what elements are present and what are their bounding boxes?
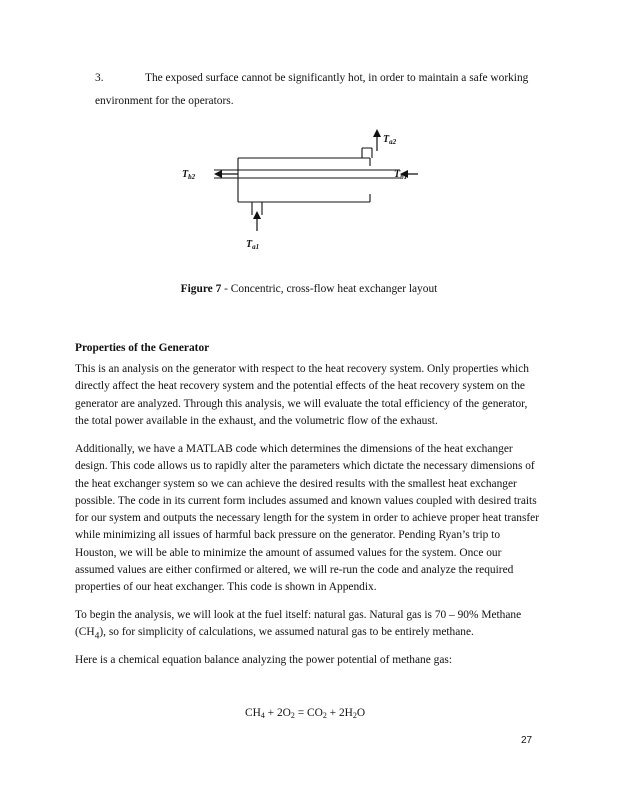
top-nozzle [362,148,372,158]
chemical-equation [245,705,365,722]
section-heading: Properties of the Generator [75,342,210,354]
page-number: 27 [521,735,533,746]
tb2-arrowhead [214,170,222,178]
exchanger-body [214,148,400,215]
outer-shell [238,158,370,202]
eq-sub-3: 2 [322,711,327,720]
eq-sub-4: 2 [352,711,357,720]
label-ta2: $T_{a2}$ [383,134,397,146]
figure-caption [75,281,543,298]
inner-tube [214,170,400,178]
figure-caption-label: Figure 7 [180,283,222,295]
eq-term-co: = CO [294,707,323,719]
eq-sub-1: 4 [260,711,265,720]
heat-exchanger-diagram [178,125,418,255]
methane-subscript: 4 [94,631,100,642]
eq-term-h: + 2H [326,707,353,719]
eq-sub-2: 2 [290,711,295,720]
paragraph-3-end: ), so for simplicity of calculations, we assumed natural gas to be entirely methane. [99,626,474,639]
eq-term-o2: + 2O [264,707,291,719]
eq-term-ch: CH [245,707,261,719]
figure-caption-text: - Concentric, cross-flow heat exchanger layout [221,283,438,295]
label-tb2: $T_{b2}$ [182,169,196,181]
ta1-arrowhead [253,211,261,219]
paragraph-1: This is an analysis on the generator with respect to the heat recovery system. Only properties which directly affect the heat recovery system and the potential effects of the heat recovery system on the generator are analyzed. Through this analysis, we will evaluate the total efficiency of the generator, the total power available in the exhaust, and the volumetric flow of the exhaust. [75,363,529,427]
list-item-3 [95,67,535,113]
label-ta1: $T_{a1}$ [246,239,260,251]
paragraph-2: Additionally, we have a MATLAB code which determines the dimensions of the heat exchanger design. This code allows us to rapidly alter the parameters which dictate the necessary dimensions of the heat exchanger system so we can achieve the desired results with the smallest heat exchanger possible. The code in its current form includes assumed and known values coupled with desired traits for our system and outputs the necessary length for the system in order to achieve proper heat transfer while minimizing all issues of harmful back pressure on the generator. Pending Ryan’s trip to Houston, we will be able to minimize the amount of assumed values for the system. Once our assumed values are either confirmed or altered, we will re-run the code and analyze the required properties of our heat exchanger. This code is shown in Appendix. [75,443,540,594]
label-tb1: $T_{b1}$ [394,169,408,181]
list-item-text: The exposed surface cannot be significantly hot, in order to maintain a safe working environment for the operators. [95,72,529,107]
paragraph-3 [75,607,543,646]
list-item-number: 3. [95,72,104,84]
ta2-arrowhead [373,129,381,137]
paragraph-3-start: To begin the analysis, we will look at the fuel itself: natural gas. Natural gas is 70 – 90% Methane (CH [75,609,522,639]
paragraph-4: Here is a chemical equation balance analyzing the power potential of methane gas: [75,654,452,666]
eq-term-o: O [356,707,366,719]
flow-labels [182,134,407,251]
